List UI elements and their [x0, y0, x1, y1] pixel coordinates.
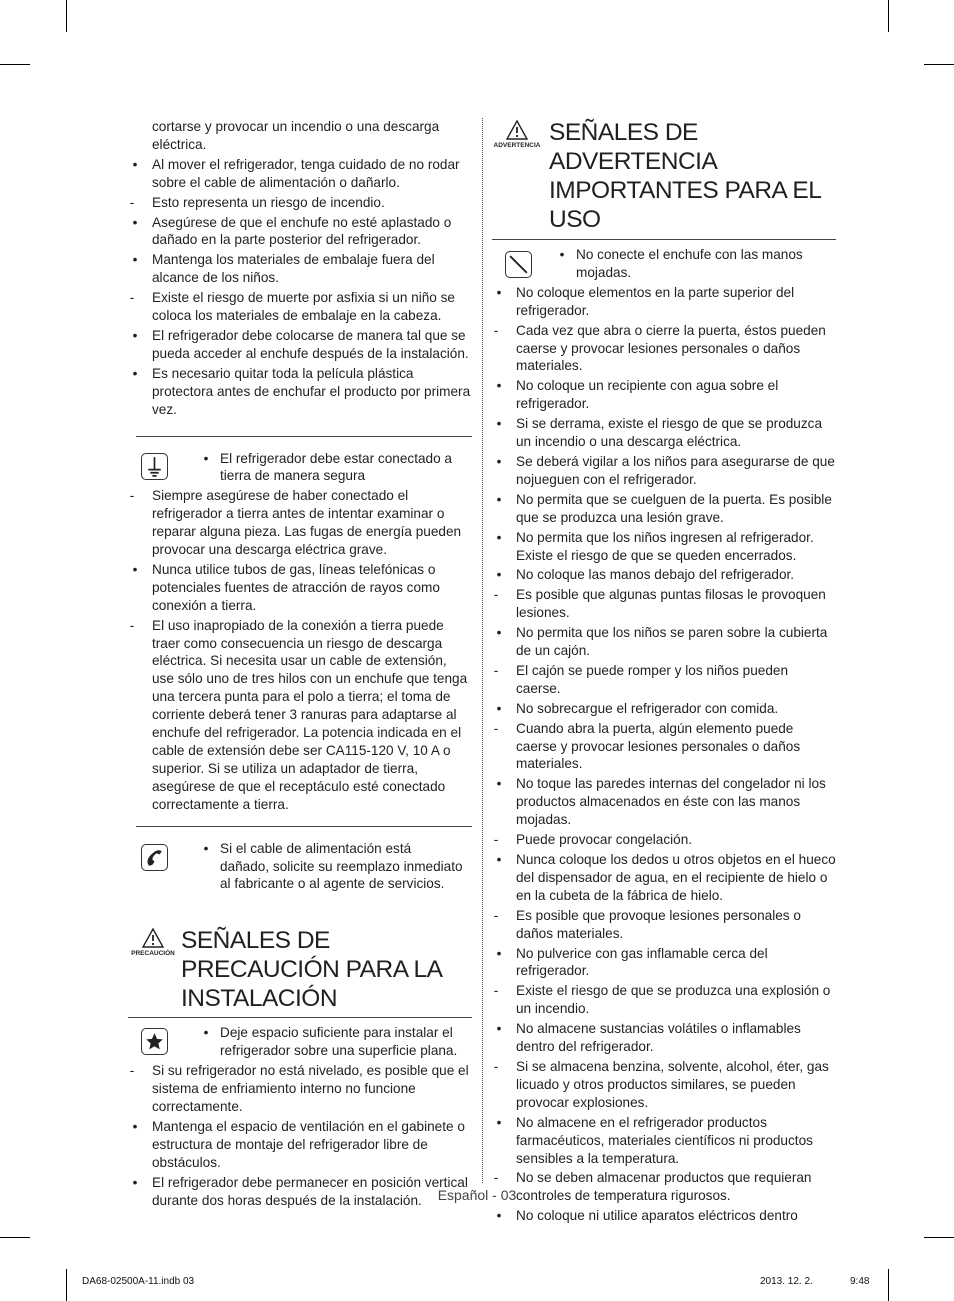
print-file: DA68-02500A-11.indb 03 [82, 1276, 195, 1287]
list-text: Si su refrigerador no está nivelado, es posible que el sistema de enfriamiento interno no funcione correctamente. [152, 1063, 469, 1114]
list-item [492, 1114, 836, 1168]
right-column [492, 118, 836, 1227]
list-text: Mantenga el espacio de ventilación en el gabinete o estructura de montaje del refrigerador libre de obstáculos. [152, 1118, 465, 1170]
list-text: El uso inapropiado de la conexión a tierra puede traer como consecuencia un riesgo de descarga eléctrica. Si necesita usar un cable de extensión, use sólo uno de tres hilos con un enchufe que tenga una tercera punta para el polo a tierra; el toma de corriente deberá tener 3 ranuras para adaptarse al enchufe del refrigerador. La potencia indicada en el cable de extensión debe ser CA115-120 V, 10 A o superior. Si se utiliza un adaptador de tierra, asegúrese de que el receptáculo esté conectado correctamente a tierra. [152, 617, 468, 812]
list-item [492, 831, 836, 849]
list-text: No toque las paredes internas del congelador ni los productos almacenados en éste con las manos mojadas. [516, 776, 826, 828]
list-marker: • [132, 327, 138, 343]
list-text: No coloque un recipiente con agua sobre el refrigerador. [516, 378, 779, 412]
list-item [492, 945, 836, 981]
list-marker: • [496, 491, 502, 507]
list-text: Asegúrese de que el enchufe no esté aplastado o dañado en la parte posterior del refrigerador. [152, 214, 452, 248]
list-item [492, 851, 836, 905]
list-marker: - [493, 322, 499, 338]
warning-triangle-icon [506, 120, 528, 140]
list-marker: - [129, 290, 135, 306]
list-item [492, 415, 836, 451]
list-marker: • [496, 625, 502, 641]
list-item: • Deje espacio suficiente para instalar el refrigerador sobre una superficie plana. [203, 1025, 458, 1059]
list-item [492, 284, 836, 320]
warning-list [492, 284, 836, 1225]
list-item [492, 775, 836, 829]
intro-list [128, 118, 472, 419]
list-item [492, 586, 836, 622]
list-text: No coloque las manos debajo del refrigerador. [516, 567, 795, 583]
list-text: No sobrecargue el refrigerador con comida. [516, 700, 779, 716]
list-item [128, 365, 472, 419]
list-text: No permita que se cuelguen de la puerta. Es posible que se produzca una lesión grave. [516, 491, 832, 525]
list-item: • Si el cable de alimentación está dañado, solicite su reemplazo inmediato al fabricante o al agente de servicios. [203, 840, 463, 892]
crop-mark [924, 1237, 954, 1238]
list-marker: • [496, 284, 502, 300]
list-item [492, 720, 836, 774]
list-marker: • [496, 1021, 502, 1037]
list-item [128, 487, 472, 559]
list-item: • El refrigerador debe estar conectado a tierra de manera segura [203, 450, 452, 484]
list-item [492, 624, 836, 660]
list-marker: • [496, 700, 502, 716]
list-text: Se deberá vigilar a los niños para asegurarse de que nojueguen con el refrigerador. [516, 453, 835, 487]
list-marker: - [493, 832, 499, 848]
list-marker: - [493, 720, 499, 736]
list-marker: • [132, 1174, 138, 1190]
crop-mark [0, 64, 30, 65]
list-item [492, 453, 836, 489]
list-marker: • [496, 1208, 502, 1224]
list-marker: • [132, 561, 138, 577]
install-block [136, 1018, 472, 1060]
list-text: El refrigerador debe colocarse de manera tal que se pueda acceder al enchufe después de la instalación. [152, 327, 469, 361]
warning-heading [492, 118, 836, 234]
list-item [492, 377, 836, 413]
list-marker: • [496, 378, 502, 394]
crop-mark [924, 64, 954, 65]
list-marker: - [493, 662, 499, 678]
list-item [492, 491, 836, 527]
list-item [128, 156, 472, 192]
service-block [136, 827, 472, 894]
list-marker: • [496, 416, 502, 432]
list-text: Puede provocar congelación. [516, 832, 693, 848]
crop-mark [66, 0, 67, 32]
list-marker: • [132, 252, 138, 268]
list-marker: • [132, 214, 138, 230]
list-marker: • [496, 1114, 502, 1130]
ground-lead: El refrigerador debe estar conectado a tierra de manera segura [220, 450, 452, 484]
prohibited-icon [505, 251, 532, 278]
list-item [492, 662, 836, 698]
list-item [128, 1062, 472, 1116]
list-text: No permita que los niños ingresen al refrigerador. Existe el riesgo de que se queden encerrados. [516, 529, 814, 563]
warning-triangle-icon [142, 928, 164, 948]
service-lead: Si el cable de alimentación está dañado, solicite su reemplazo inmediato al fabricante o al agente de servicios. [220, 840, 463, 892]
list-marker: • [496, 567, 502, 583]
list-marker: - [493, 907, 499, 923]
list-item [128, 561, 472, 615]
list-text: El refrigerador debe permanecer en posición vertical durante dos horas después de la instalación. [152, 1174, 468, 1208]
list-text: No coloque ni utilice aparatos eléctricos dentro [516, 1208, 798, 1224]
star-icon [141, 1028, 168, 1055]
list-item [492, 1020, 836, 1056]
list-text: No coloque elementos en la parte superior del refrigerador. [516, 284, 795, 318]
list-text: Es posible que provoque lesiones personales o daños materiales. [516, 907, 801, 941]
caution-badge [128, 928, 178, 958]
left-column [128, 118, 472, 1211]
list-item [128, 214, 472, 250]
list-text: No permita que los niños se paren sobre la cubierta de un cajón. [516, 625, 828, 659]
list-marker: • [496, 776, 502, 792]
caution-heading [128, 926, 472, 1013]
ground-block [136, 437, 472, 486]
list-marker: - [493, 587, 499, 603]
crop-mark [888, 0, 889, 32]
list-text: Nunca coloque los dedos u otros objetos en el hueco del dispensador de agua, en el recipiente de hielo o en la cubeta de la fábrica de hielo. [516, 852, 836, 903]
list-item [492, 907, 836, 943]
crop-mark [888, 1269, 889, 1301]
page-number: Español - 03 [437, 1187, 517, 1203]
list-marker: - [493, 1170, 499, 1186]
list-text: Al mover el refrigerador, tenga cuidado de no rodar sobre el cable de alimentación o dañarlo. [152, 156, 460, 190]
list-item [128, 118, 472, 154]
list-marker: - [129, 617, 135, 633]
list-item [128, 617, 472, 814]
list-item [128, 289, 472, 325]
list-item [128, 194, 472, 212]
warning-label: ADVERTENCIA [493, 142, 541, 149]
list-text: Cada vez que abra o cierre la puerta, éstos pueden caerse y provocar lesiones personales o daños materiales. [516, 322, 826, 374]
list-item [128, 251, 472, 287]
list-item [492, 566, 836, 584]
list-item: • No conecte el enchufe con las manos mojadas. [559, 247, 803, 280]
list-marker: • [132, 156, 138, 172]
warning-block [492, 240, 836, 282]
ground-icon [141, 453, 168, 480]
list-text: No almacene en el refrigerador productos farmacéuticos, materiales científicos ni productos sensibles a la temperatura. [516, 1114, 813, 1166]
print-time: 9:48 [850, 1276, 870, 1287]
column-divider [482, 118, 483, 1183]
list-text: El cajón se puede romper y los niños pueden caerse. [516, 662, 789, 696]
list-text: No almacene sustancias volátiles o inflamables dentro del refrigerador. [516, 1021, 801, 1055]
list-item [492, 982, 836, 1018]
list-marker: - [129, 1063, 135, 1079]
list-marker: - [493, 983, 499, 999]
list-text: Es posible que algunas puntas filosas le provoquen lesiones. [516, 587, 826, 621]
list-text: Nunca utilice tubos de gas, líneas telefónicas o potenciales fuentes de atracción de rayos como conexión a tierra. [152, 561, 440, 613]
list-item [492, 1058, 836, 1112]
list-item [492, 1207, 836, 1225]
list-marker: • [496, 945, 502, 961]
list-marker: • [496, 453, 502, 469]
list-text: cortarse y provocar un incendio o una descarga eléctrica. [152, 119, 440, 152]
warning-title: SEÑALES DE ADVERTENCIA IMPORTANTES PARA EL USO [549, 119, 821, 233]
service-call-icon [141, 844, 168, 871]
list-item [492, 700, 836, 718]
list-text: Cuando abra la puerta, algún elemento puede caerse y provocar lesiones personales o daños materiales. [516, 720, 801, 772]
list-marker: - [493, 1058, 499, 1074]
list-text: Existe el riesgo de que se produzca una explosión o un incendio. [516, 983, 831, 1017]
list-text: Existe el riesgo de muerte por asfixia si un niño se coloca los materiales de embalaje en la cabeza. [152, 290, 455, 324]
ground-list [128, 487, 472, 813]
install-lead: Deje espacio suficiente para instalar el refrigerador sobre una superficie plana. [220, 1025, 458, 1059]
list-marker: • [496, 529, 502, 545]
print-date: 2013. 12. 2. [760, 1276, 813, 1287]
list-marker: • [496, 852, 502, 867]
caution-title: SEÑALES DE PRECAUCIÓN PARA LA INSTALACIÓN [181, 927, 442, 1013]
warning-badge [492, 120, 542, 150]
list-item [492, 322, 836, 376]
list-marker: - [129, 488, 135, 504]
list-marker: • [132, 1118, 138, 1134]
crop-mark [66, 1269, 67, 1301]
list-text: No pulverice con gas inflamable cerca del refrigerador. [516, 945, 768, 979]
list-text: Mantenga los materiales de embalaje fuera del alcance de los niños. [152, 252, 435, 286]
warning-lead: No conecte el enchufe con las manos mojadas. [576, 247, 803, 280]
caution-label: PRECAUCIÓN [131, 950, 175, 958]
crop-mark [0, 1237, 30, 1238]
list-item [128, 327, 472, 363]
list-text: Siempre asegúrese de haber conectado el refrigerador a tierra antes de intentar examinar o reparar alguna pieza. Las fugas de energía pueden provocar una descarga eléctrica grave. [152, 488, 462, 558]
list-item [128, 1118, 472, 1172]
list-text: Si se derrama, existe el riesgo de que se produzca un incendio o una descarga eléctrica. [516, 416, 823, 450]
list-marker: • [132, 365, 138, 381]
list-item [492, 529, 836, 565]
list-text: Si se almacena benzina, solvente, alcohol, éter, gas licuado y otros productos similares, se pueden provocar explosiones. [516, 1058, 829, 1110]
list-text: Es necesario quitar toda la película plástica protectora antes de enchufar el producto por primera vez. [152, 365, 471, 417]
list-text: No se deben almacenar productos que requieran controles de temperatura rigurosos. [516, 1170, 812, 1204]
list-marker: - [129, 194, 135, 210]
list-text: Esto representa un riesgo de incendio. [152, 194, 385, 210]
